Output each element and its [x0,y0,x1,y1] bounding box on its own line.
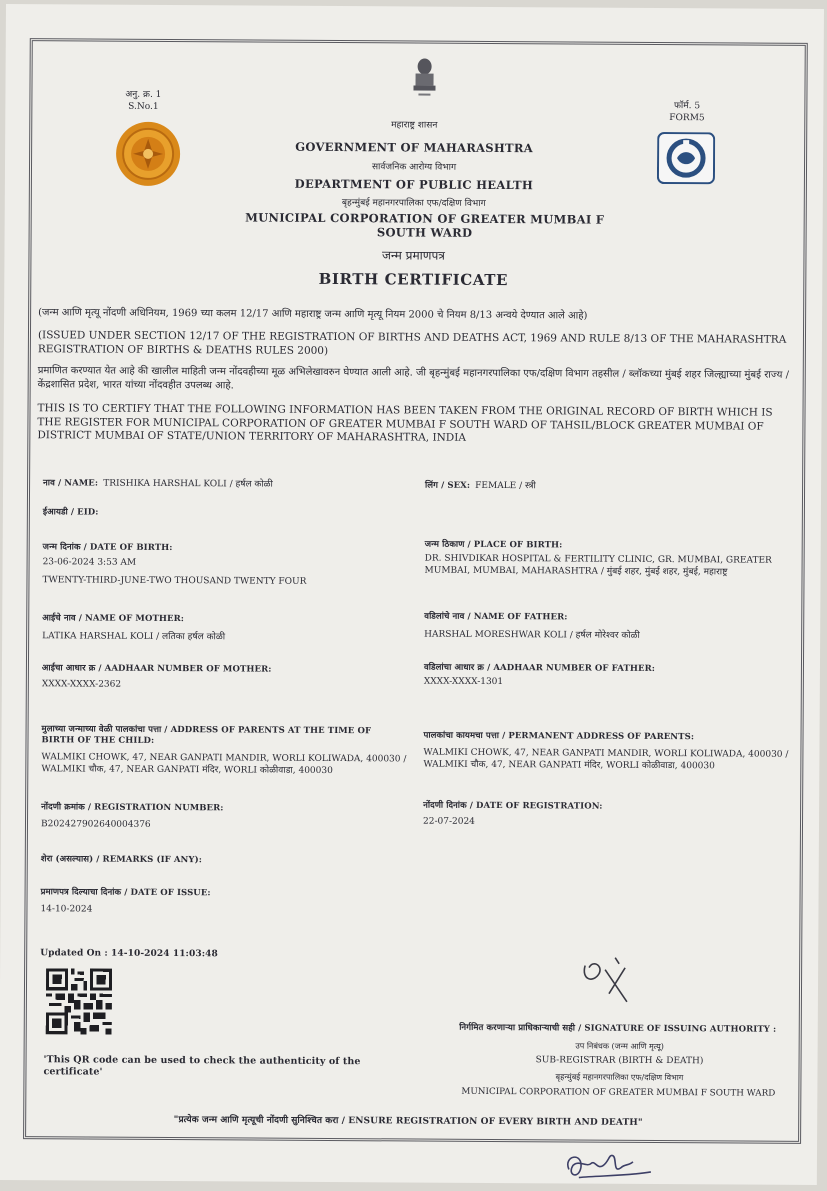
father-name-value: HARSHAL MORESHWAR KOLI / हर्षल मोरेश्वर कोळी [424,629,640,641]
aadhaar-mother-label: आईचा आधार क्र / AADHAAR NUMBER OF MOTHER: [41,663,272,675]
updated-on: Updated On : 14-10-2024 11:03:48 [40,948,218,960]
signature-icon [575,945,645,1005]
dept-marathi: सार्वजनिक आरोग्य विभाग [371,162,457,173]
ensure-registration-note: "प्रत्येक जन्म आणि मृत्यूची नोंदणी सुनिश्चित करा / ENSURE REGISTRATION OF EVERY BIRTH AND DEATH" [173,1115,643,1128]
registration-number-value: B202427902640004376 [40,819,151,830]
sex-value: FEMALE / स्त्री [475,480,536,492]
cert-marathi: जन्म प्रमाणपत्र [381,248,445,263]
health-department-logo-icon [657,132,715,184]
dob-words: TWENTY-THIRD-JUNE-TWO THOUSAND TWENTY FOUR [42,575,307,587]
dob-value: 23-06-2024 3:53 AM [42,557,137,568]
national-emblem-icon [409,56,439,102]
mother-name-label: आईचे नाव / NAME OF MOTHER: [42,613,185,625]
qr-code-icon[interactable] [46,968,112,1034]
act-statement: (ISSUED UNDER SECTION 12/17 OF THE REGISTRATION OF BIRTHS AND DEATHS ACT, 1969 AND RULE 8/13 OF THE MAHARASHTRA REGISTRATION OF BIRTHS & DEATHS RULES 2000) [37,329,787,357]
dob-label: जन्म दिनांक / DATE OF BIRTH: [42,542,173,554]
sex-row [425,473,785,494]
serial-number: अनु. क्र. 1 S.No.1 [125,89,162,112]
pob-value: DR. SHIVDIKAR HOSPITAL & FERTILITY CLINIC, GR. MUMBAI, GREATER MUMBAI, MUMBAI, MAHARASHTRA / मुंबई शहर, मुंबई शहर, मुंबई, महाराष्ट्र [424,553,772,577]
gov-marathi: महाराष्ट्र शासन [391,120,438,131]
pob-label: जन्म ठिकाण / PLACE OF BIRTH: [424,539,563,551]
name-row [43,470,403,491]
government-title: GOVERNMENT OF MAHARASHTRA [295,139,534,156]
birth-address-label: मुलाच्या जन्माच्या वेळी पालकांचा पत्ता / ADDRESS OF PARENTS AT THE TIME OF BIRTH OF THE CHILD: [41,724,372,746]
form-number: फॉर्म. 5 FORM5 [669,101,705,124]
aadhaar-mother-value: XXXX-XXXX-2362 [41,679,122,690]
registration-number-label: नोंदणी क्रमांक / REGISTRATION NUMBER: [41,802,224,814]
birth-address-value: WALMIKI CHOWK, 47, NEAR GANPATI MANDIR, WORLI KOLIWADA, 400030 / WALMIKI चौक, 47, NEAR GANPATI मंदिर, WORLI कोळीवाडा, 400030 [41,752,407,777]
certify-statement-marathi: प्रमाणित करण्यात येत आहे की खालील माहिती जन्म नोंदवहीच्या मूळ अभिलेखावरुन घेण्यात आली आहे. जी बृहन्मुंबई महानगरपालिका एफ/दक्षिण विभाग तहसील / ब्लॉकच्या मुंबई शहर जिल्ह्याच्या मुंबई राज्य / केंद्रशासित प्रदेश, भारत यांच्या नोंदवहीत उपलब्ध आहे. [37,365,790,391]
registration-date-label: नोंदणी दिनांक / DATE OF REGISTRATION: [423,800,603,812]
sig-role: SUB-REGISTRAR (BIRTH & DEATH) [535,1055,704,1067]
remarks-label: शेरा (असल्यास) / REMARKS (IF ANY): [40,854,202,866]
certificate-title: BIRTH CERTIFICATE [318,269,509,290]
issue-date-label: प्रमाणपत्र दिल्याचा दिनांक / DATE OF ISSUE: [40,887,211,899]
certify-statement: THIS IS TO CERTIFY THAT THE FOLLOWING INFORMATION HAS BEEN TAKEN FROM THE ORIGINAL RECORD OF BIRTH WHICH IS THE REGISTER FOR MUNICIPAL CORPORATION OF GREATER MUMBAI F SOUTH WARD OF TAHSIL/BLOCK GREATER MUMBAI OF DISTRICT MUMBAI OF STATE/UNION TERRITORY OF MAHARASHTRA, INDIA [37,402,773,444]
permanent-address-label: पालकांचा कायमचा पत्ता / PERMANENT ADDRESS OF PARENTS: [423,730,695,743]
department-title: DEPARTMENT OF PUBLIC HEALTH [294,176,534,193]
name-label: नाव / NAME: [43,478,99,489]
aadhaar-father-value: XXXX-XXXX-1301 [423,676,504,688]
aadhaar-father-label: वडिलांचा आधार क्र / AADHAAR NUMBER OF FATHER: [423,662,656,674]
sig-corp-marathi: बृहन्मुंबई महानगरपालिका एफ/दक्षिण विभाग [555,1072,684,1083]
name-value: TRISHIKA HARSHAL KOLI / हर्षल कोळी [103,478,273,490]
sig-role-marathi: उप निबंधक (जन्म आणि मृत्यू) [575,1041,664,1052]
sig-corp: MUNICIPAL CORPORATION OF GREATER MUMBAI F SOUTH WARD [461,1086,776,1099]
certificate-sheet [0,4,824,1185]
eid-label: ईआयडी / EID: [42,507,99,518]
act-statement-marathi: (जन्म आणि मृत्यू नोंदणी अधिनियम, 1969 च्या कलम 12/17 आणि महाराष्ट्र जन्म आणि मृत्यू नियम 2000 चे नियम 8/13 अन्वये देण्यात आले आहे) [38,307,588,322]
corp-marathi: बृहन्मुंबई महानगरपालिका एफ/दक्षिण विभाग [341,198,486,209]
signature-label: निर्गमित करणाऱ्या प्राधिकाऱ्याची सही / SIGNATURE OF ISSUING AUTHORITY : [459,1022,777,1035]
mother-name-value: LATIKA HARSHAL KOLI / लतिका हर्षल कोळी [42,631,226,643]
qr-note: 'This QR code can be used to check the authenticity of the certificate' [43,1054,361,1078]
sex-label: लिंग / SEX: [425,480,471,491]
corporation-title: MUNICIPAL CORPORATION OF GREATER MUMBAI F SOUTH WARD [245,210,605,240]
permanent-address-value: WALMIKI CHOWK, 47, NEAR GANPATI MANDIR, WORLI KOLIWADA, 400030 / WALMIKI चौक, 47, NEAR GANPATI मंदिर, WORLI कोळीवाडा, 400030 [423,747,789,772]
father-name-label: वडिलांचे नाव / NAME OF FATHER: [424,611,568,623]
registration-date-value: 22-07-2024 [422,816,475,827]
issue-date-value: 14-10-2024 [40,904,93,915]
